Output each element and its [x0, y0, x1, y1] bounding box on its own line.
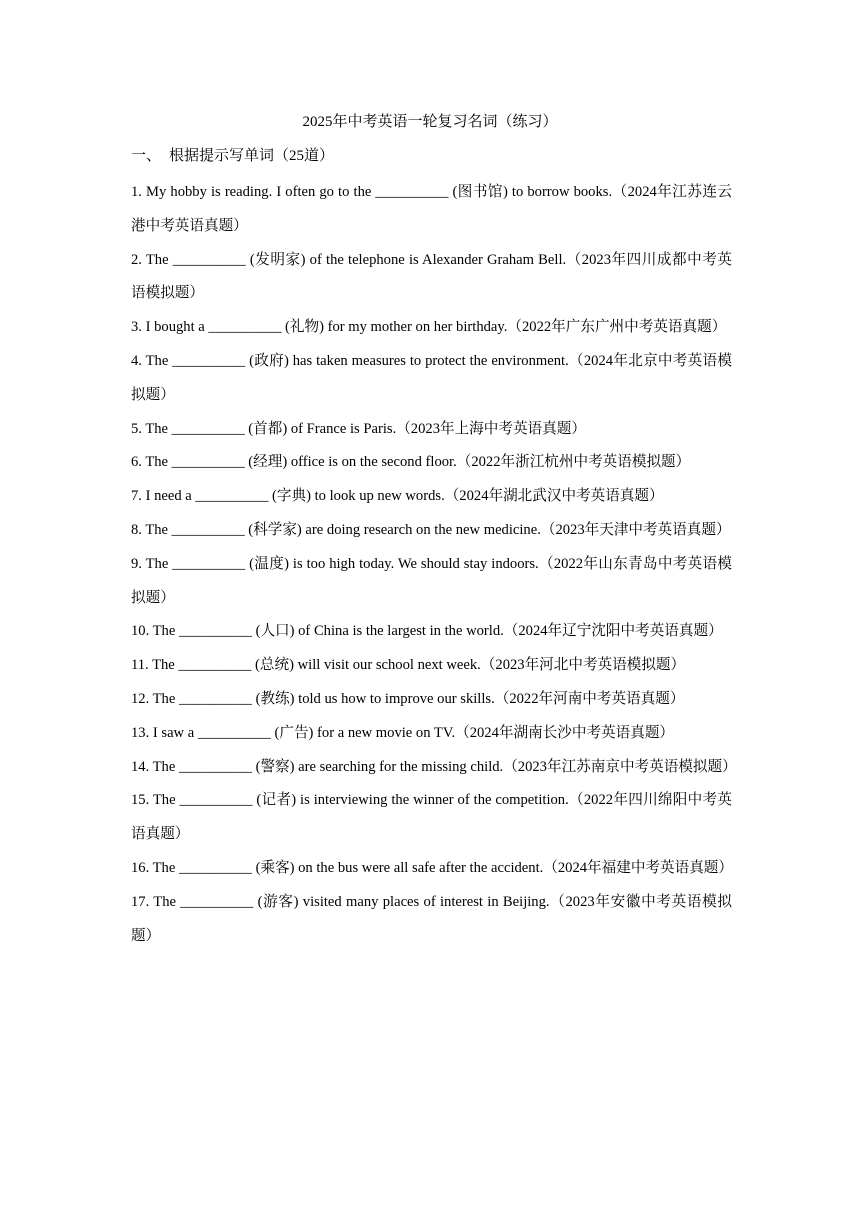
question-item: 8. The __________ (科学家) are doing research on the new medicine.（2023年天津中考英语真题）	[131, 521, 731, 538]
question-item: 13. I saw a __________ (广告) for a new movie on TV.（2024年湖南长沙中考英语真题）	[131, 724, 675, 741]
question-item: 7. I need a __________ (字典) to look up new words.（2024年湖北武汉中考英语真题）	[131, 488, 664, 505]
question-item: 3. I bought a __________ (礼物) for my mother on her birthday.（2022年广东广州中考英语真题）	[131, 319, 727, 336]
question-item: 5. The __________ (首都) of France is Paris.（2023年上海中考英语真题）	[131, 420, 586, 437]
question-item: 17. The __________ (游客) visited many places of interest in Beijing.（2023年安徽中考英语模拟题）	[131, 893, 732, 944]
question-list	[131, 176, 737, 953]
question-item: 10. The __________ (人口) of China is the largest in the world.（2024年辽宁沈阳中考英语真题）	[131, 623, 723, 640]
section-title: 根据提示写单词（25道）	[169, 148, 335, 164]
question-item: 16. The __________ (乘客) on the bus were all safe after the accident.（2024年福建中考英语真题）	[131, 859, 733, 876]
question-item: 1. My hobby is reading. I often go to the __________ (图书馆) to borrow books.（2024年江苏连云港中考英语真题）	[131, 184, 732, 234]
question-item: 15. The __________ (记者) is interviewing the winner of the competition.（2022年四川绵阳中考英语真题）	[131, 792, 732, 843]
question-item: 14. The __________ (警察) are searching for the missing child.（2023年江苏南京中考英语模拟题）	[131, 758, 737, 775]
document-title: 2025年中考英语一轮复习名词（练习）	[302, 114, 558, 130]
section-number: 一、	[131, 148, 162, 164]
question-item: 2. The __________ (发明家) of the telephone is Alexander Graham Bell.（2023年四川成都中考英语模拟题）	[131, 251, 732, 302]
question-item: 6. The __________ (经理) office is on the second floor.（2022年浙江杭州中考英语模拟题）	[131, 454, 691, 471]
question-item: 9. The __________ (温度) is too high today. We should stay indoors.（2022年山东青岛中考英语模拟题）	[131, 555, 732, 606]
question-item: 11. The __________ (总统) will visit our school next week.（2023年河北中考英语模拟题）	[131, 657, 686, 674]
question-item: 4. The __________ (政府) has taken measures to protect the environment.（2024年北京中考英语模拟题）	[131, 352, 732, 403]
section-heading	[131, 146, 334, 166]
question-item: 12. The __________ (教练) told us how to improve our skills.（2022年河南中考英语真题）	[131, 690, 685, 707]
